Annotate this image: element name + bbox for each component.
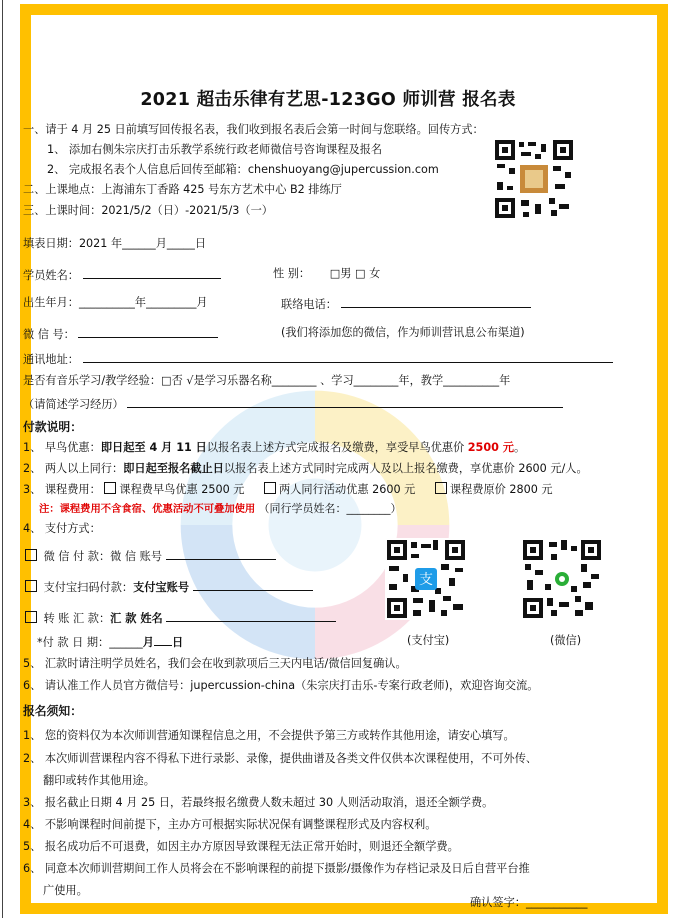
intro-line-3: 三、上课时间：2021/5/2（日）-2021/5/3（一） [23,204,273,217]
alipay-account-field[interactable] [193,579,313,591]
left-border-line [2,0,3,918]
intro-line-2: 二、上课地点：上海浦东丁香路 425 号东方艺术中心 B2 排练厅 [23,183,342,196]
pay-date-day: 日 [171,636,184,649]
notice-heading: 报名须知： [23,704,82,718]
payment-item-5: 5、 汇款时请注明学员姓名，我们会在收到款项后三天内电话/微信回复确认。 [23,657,407,670]
payment-item-3 [23,482,553,496]
wechat-qr-code [521,538,603,620]
alipay-row [25,579,313,594]
wechat-account-field[interactable] [166,548,276,560]
alipay-account-label: 支付宝账号 [133,581,190,594]
gender-label: 性 别： [273,267,311,280]
fee-note [39,502,402,515]
remitter-name-field[interactable] [166,610,336,622]
remitter-name-label: 汇 款 姓名 [110,612,163,625]
address-row [23,351,613,366]
wechat-pay-label: 微 信 付 款：微 信 账号 [43,550,163,563]
p3-pre: 3、 课程费用： [23,483,101,496]
wechat-row [23,326,218,341]
pay-date-month: 月 [142,636,154,649]
student-name-label: 学员姓名： [23,269,79,282]
group-checkbox[interactable] [264,482,276,494]
payment-item-1 [23,441,525,454]
bank-transfer-label: 转 账 汇 款： [43,612,111,625]
original-price-checkbox[interactable] [435,482,447,494]
companion-name[interactable]: （同行学员姓名：________） [258,502,402,515]
notice-item: 6、 同意本次师训营期间工作人员将会在不影响课程的前提下摄影/摄像作为存档记录及日后自营平台推 [23,862,530,875]
original-price-option: 课程费原价 2800 元 [449,483,553,496]
notice-item: 1、 您的资料仅为本次师训营通知课程信息之用，不会提供予第三方或转作其他用途，请安心填写。 [23,729,515,742]
experience-brief-label: （请简述学习经历） [23,398,124,411]
wechat-label: 微 信 号： [23,328,75,341]
early-bird-checkbox[interactable] [104,482,116,494]
pay-date-row[interactable] [37,634,183,649]
pay-date-day-field[interactable] [154,634,172,646]
group-option: 两人同行活动优惠 2600 元 [279,483,416,496]
notice-item: 4、 不影响课程时间前提下，主办方可根据实际状况保有调整课程形式及内容权利。 [23,818,437,831]
p1-end: 。 [513,441,526,454]
student-name-field[interactable] [83,267,221,279]
phone-field[interactable] [341,296,531,308]
gender-options[interactable]: □男 □ 女 [329,267,381,280]
payment-item-4: 4、 支付方式： [23,522,101,535]
wechat-note: (我们将添加您的微信，作为师训营讯息公布渠道) [281,326,525,339]
early-bird-price: 2500 元 [467,441,514,454]
payment-heading: 付款说明： [23,420,82,434]
p2-bold: 即日起至报名截止日 [123,462,224,475]
student-name-row [23,267,221,282]
alipay-qr-code [385,538,467,620]
birth-row[interactable]: 出生年月：__________年_________月 [23,296,208,309]
page-title: 2021 超击乐律有艺思-123GO 师训营 报名表 [140,90,516,110]
fill-date: 填表日期：2021 年______月_____日 [23,237,207,250]
bank-row [25,610,336,625]
p1-bold: 即日起至 4 月 11 日 [100,441,207,454]
p2-pre: 2、 两人以上同行： [23,462,124,475]
experience-brief-row [23,396,563,411]
contact-qr-code [493,138,575,220]
alipay-caption: (支付宝) [407,634,450,647]
wechat-field[interactable] [78,326,218,338]
notice-item: 5、 报名成功后不可退费，如因主办方原因导致课程无法正常开始时，则退还全额学费。 [23,840,459,853]
bank-transfer-checkbox[interactable] [25,611,37,623]
address-field[interactable] [83,351,613,363]
p1-mid: 以报名表上述方式完成报名及缴费，享受早鸟优惠价 [206,441,468,454]
notice-item: 2、 本次师训营课程内容不得私下进行录影、录像，提供曲谱及各类文件仅供本次课程使用，不可外传、 [23,752,538,765]
address-label: 通讯地址： [23,353,79,366]
gender-row [273,267,380,280]
notice-item: 翻印或转作其他用途。 [43,774,155,787]
signature-field[interactable]: 确认签字：___________ [470,896,588,909]
intro-line-1b: 2、 完成报名表个人信息后回传至邮箱：chenshuoyang@jupercussion.com [47,163,439,176]
notice-item: 广使用。 [43,884,88,897]
fee-note-red: 注：课程费用不含食宿、优惠活动不可叠加使用 [39,503,256,515]
svg-text:支: 支 [419,572,433,588]
experience-brief-field[interactable] [127,396,563,408]
phone-row [281,296,531,311]
p1-pre: 1、 早鸟优惠： [23,441,101,454]
experience-row[interactable]: 是否有音乐学习/教学经验：□否 √是学习乐器名称________ 、学习________年，教学__________年 [23,374,511,387]
wechat-pay-checkbox[interactable] [25,549,37,561]
p2-mid: 以报名表上述方式同时完成两人及以上报名缴费，享优惠价 2600 元/人。 [223,462,588,475]
payment-item-2 [23,462,588,475]
wechat-pay-row [25,548,276,563]
alipay-label: 支付宝扫码付款： [43,581,134,594]
intro-line-1: 一、请于 4 月 25 日前填写回传报名表，我们收到报名表后会第一时间与您联络。回传方式： [23,123,484,136]
intro-line-1a: 1、 添加右侧朱宗庆打击乐教学系统行政老师微信号咨询课程及报名 [47,143,383,156]
notice-item: 3、 报名截止日期 4 月 25 日，若最终报名缴费人数未超过 30 人则活动取消，退还全额学费。 [23,796,494,809]
alipay-checkbox[interactable] [25,580,37,592]
early-bird-option: 课程费早鸟优惠 2500 元 [119,483,245,496]
phone-label: 联络电话： [281,298,337,311]
wechat-caption: (微信) [550,634,582,647]
payment-item-6: 6、 请认准工作人员官方微信号：jupercussion-china（朱宗庆打击乐-专案行政老师)，欢迎咨询交流。 [23,679,539,692]
pay-date-pre: *付 款 日 期：______ [37,636,143,649]
